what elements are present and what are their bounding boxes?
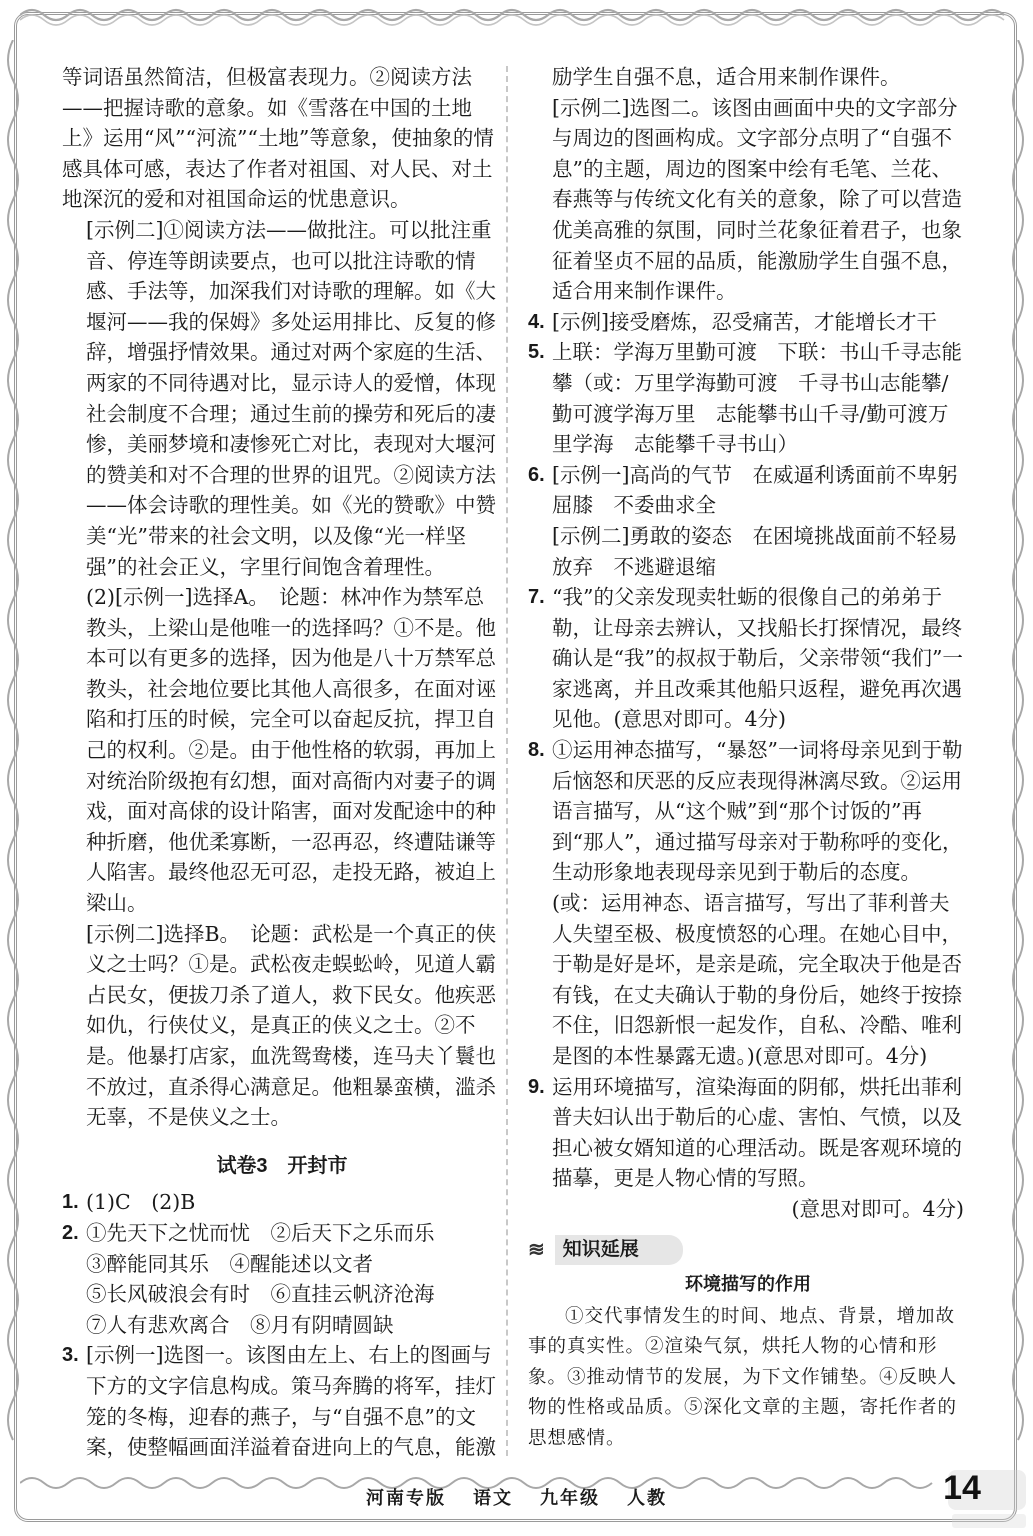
top-wave-border [20, 2, 1013, 28]
extension-title: 环境描写的作用 [685, 1274, 811, 1295]
left-wave-border [0, 40, 26, 1460]
intro-paragraph: 等词语虽然简洁，但极富表现力。②阅读方法——把握诗歌的意象。如《雪落在中国的土地上》运用“风”“河流”“土地”等意象，使抽象的情感具体可感，表达了作者对祖国、对人民、对土地深沉的爱和对祖国命运的忧患意识。 [62, 65, 494, 212]
section-title: 试卷3 开封市 [216, 1154, 348, 1177]
question-number: 6. [528, 463, 545, 486]
answer-example-two: [示例二]勇敢的姿态 在困境挑战面前不轻易放弃 不逃避退缩 [552, 523, 958, 579]
question-2 [62, 1218, 502, 1340]
page-footer [0, 1484, 1033, 1510]
question-number: 4. [528, 310, 545, 333]
example-two-poetry: [示例二]①阅读方法——做批注。可以批注重音、停连等朗读要点，也可以批注诗歌的情感、手法等，加深我们对诗歌的理解。如《大堰河——我的保姆》多处运用排比、反复的修辞，增强抒情效果。通过对两个家庭的生活、两家的不同待遇对比，显示诗人的爱憎，体现社会制度不合理；通过生前的操劳和死后的凄惨，美丽梦境和凄惨死亡对比，表现对大堰河的赞美和对不合理的世界的诅咒。②阅读方法——体会诗歌的理性美。如《光的赞歌》中赞美“光”带来的社会文明，以及像“光一样坚强”的社会正义，字里行间饱含着理性。 [86, 217, 496, 579]
footer-grade: 九年级 [540, 1488, 600, 1508]
question-9 [528, 1072, 968, 1194]
question-number: 3. [62, 1344, 79, 1367]
question-answer [552, 460, 968, 582]
question-answer: 运用环境描写，渲染海面的阴郁，烘托出菲利普夫妇认出于勒后的心虚、害怕、气愤，以及担心被女婿知道的心理活动。既是客观环境的描摹，更是人物心情的写照。 [552, 1074, 962, 1191]
knowledge-extension-label: 知识延展 [555, 1235, 683, 1266]
question-number: 9. [528, 1075, 545, 1098]
question-number: 7. [528, 586, 545, 609]
question-3-continued: 励学生自强不息，适合用来制作课件。 [552, 65, 901, 89]
answer-line: ①先天下之忧而忧 ②后天下之乐而乐 [86, 1220, 435, 1245]
extension-body: ①交代事情发生的时间、地点、背景，增加故事的真实性。②渲染气氛，烘托人物的心情和形象。③推动情节的发展，为下文作铺垫。④反映人物的性格或品质。⑤深化文章的主题，寄托作者的思想感情。 [528, 1305, 958, 1449]
part-two-example-two: [示例二]选择B。 论题：武松是一个真正的侠义之士吗？①是。武松夜走蜈蚣岭，见道人霸占民女，便拔刀杀了道人，救下民女。他疾恶如仇，行侠仗义，是真正的侠义之士。②不是。他暴打店家，血洗鸳鸯楼，连马夫丫鬟也不放过，直杀得心满意足。他粗暴蛮横，滥杀无辜，不是侠义之士。 [86, 921, 497, 1130]
right-wave-border [1005, 40, 1031, 1460]
footer-edition: 河南专版 [365, 1488, 446, 1508]
question-4 [528, 307, 968, 338]
answer-line: ③醉能同其乐 ④醒能述以文者 [86, 1251, 373, 1276]
page-number: 14 [943, 1469, 981, 1507]
answer-line: ⑤长风破浪会有时 ⑥直挂云帆济沧海 [86, 1282, 435, 1307]
question-answer: “我”的父亲发现卖牡蛎的很像自己的弟弟于勒，让母亲去辨认，又找船长打探情况，最终确认是“我”的叔叔于勒后，父亲带领“我们”一家逃离，并且改乘其他船只返程，避免再次遇见他。(意思对即可。4分) [552, 585, 963, 732]
question-1 [62, 1187, 502, 1218]
right-column [528, 62, 968, 1454]
question-3 [62, 1340, 502, 1462]
question-answer: [示例]接受磨炼，忍受痛苦，才能增长才干 [552, 309, 937, 334]
column-divider [506, 66, 508, 1456]
footer-subject: 语文 [472, 1488, 513, 1508]
question-7 [528, 582, 968, 735]
answer-example-one: [示例一]高尚的气节 在威逼利诱面前不卑躬屈膝 不委曲求全 [552, 462, 958, 518]
footer-publisher: 人教 [627, 1488, 668, 1508]
question-8 [528, 735, 968, 1072]
question-number: 8. [528, 739, 545, 762]
question-number: 2. [62, 1221, 79, 1244]
part-two-example-one: (2)[示例一]选择A。 论题：林冲作为禁军总教头，上梁山是他唯一的选择吗？①不是。他本可以有更多的选择，因为他是八十万禁军总教头，社会地位要比其他人高很多，在面对诬陷和打压的时候，完全可以奋起反抗，捍卫自己的权利。②是。由于他性格的软弱，再加上对统治阶级抱有幻想，面对高衙内对妻子的调戏，面对高俅的设计陷害，面对发配途中的种种折磨，他优柔寡断，一忍再忍，终遭陆谦等人陷害。最终他忍无可忍，走投无路，被迫上梁山。 [86, 585, 496, 916]
question-answer: [示例一]选图一。该图由左上、右上的图画与下方的文字信息构成。策马奔腾的将军，挂灯笼的冬梅，迎春的燕子，与“自强不息”的文案，使整幅画面洋溢着奋进向上的气息，能激 [86, 1343, 496, 1460]
question-answer: 上联：学海万里勤可渡 下联：书山千寻志能攀（或：万里学海勤可渡 千寻书山志能攀/勤可渡学海万里 志能攀书山千寻/勤可渡万里学海 志能攀千寻书山） [552, 340, 962, 457]
answer-line: ⑦人有悲欢离合 ⑧月有阴晴圆缺 [86, 1312, 394, 1337]
question-number: 5. [528, 341, 545, 364]
question-answer: ①运用神态描写，“暴怒”一词将母亲见到于勒后恼怒和厌恶的反应表现得淋漓尽致。②运用语言描写，从“这个贼”到“那个讨饭的”再到“那人”，通过描写母亲对于勒称呼的变化，生动形象地表现母亲见到于勒后的态度。(或：运用神态、语言描写，写出了菲利普夫人失望至极、极度愤怒的心理。在她心目中，于勒是好是坏，是亲是疏，完全取决于他是否有钱，在丈夫确认于勒的身份后，她终于按捺不住，旧怨新恨一起发作，自私、冷酷、唯利是图的本性暴露无遗。)(意思对即可。4分) [552, 738, 963, 1068]
question-6 [528, 460, 968, 582]
scoring-note: (意思对即可。4分) [791, 1196, 964, 1221]
question-3-example-two: [示例二]选图二。该图由画面中央的文字部分与周边的图画构成。文字部分点明了“自强不息”的主题，周边的图案中绘有毛笔、兰花、春燕等与传统文化有关的意象，除了可以营造优美高雅的氛围，同时兰花象征着君子，也象征着坚贞不屈的品质，能激励学生自强不息，适合用来制作课件。 [552, 95, 962, 304]
question-answer: (1)C (2)B [86, 1190, 196, 1215]
question-5 [528, 337, 968, 459]
knowledge-extension-header [528, 1235, 968, 1266]
waves-icon: ≋ [528, 1238, 545, 1261]
question-number: 1. [62, 1191, 79, 1214]
left-column [62, 62, 502, 1463]
question-answer [86, 1218, 502, 1340]
